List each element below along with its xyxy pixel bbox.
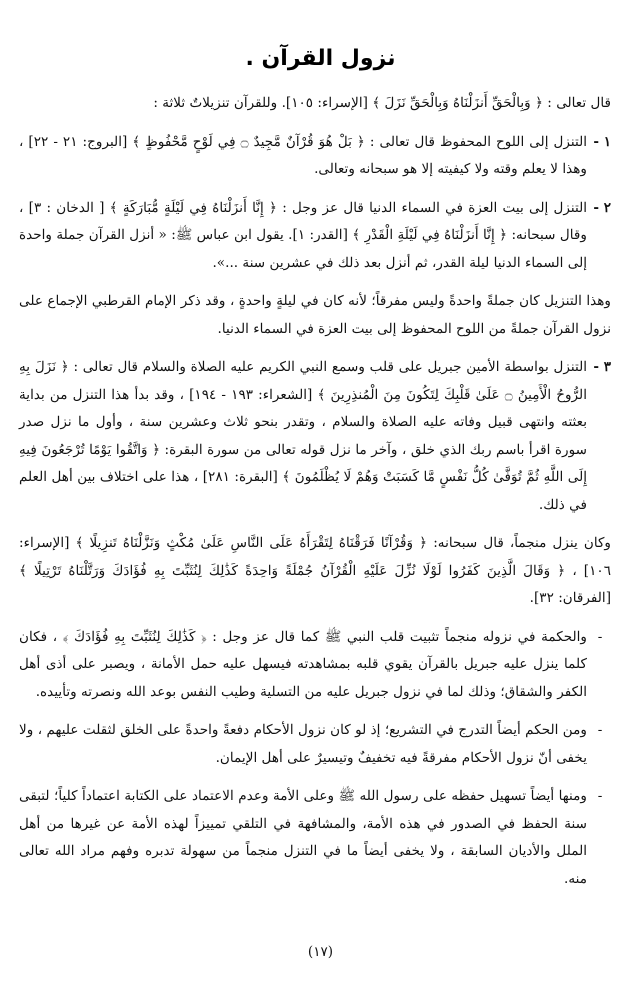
item-text: التنزل إلى اللوح المحفوظ قال تعالى : ﴿ بَلْ هُوَ قُرْآنٌ مَّجِيدٌ ۝ فِي لَوْحٍ مَّحْفُوظٍ ﴾ [البروج: ٢١ - ٢٢] ، وهذا لا يعلم وقته ولا كيفيته إلا هو سبحانه وتعالى. xyxy=(19,133,587,177)
list-item-1 xyxy=(19,129,611,184)
paragraph-after-item-3: وكان ينزل منجماً، قال سبحانه: ﴿ وَقُرْآنًا فَرَقْنَاهُ لِتَقْرَأَهُ عَلَى النَّاسِ عَلَىٰ مُكْثٍ وَنَزَّلْنَاهُ تَنزِيلًا ﴾ [الإسراء: ١٠٦] ، ﴿ وَقَالَ الَّذِينَ كَفَرُوا لَوْلَا نُزِّلَ عَلَيْهِ الْقُرْآنُ جُمْلَةً وَاحِدَةً كَذَٰلِكَ لِنُثَبِّتَ بِهِ فُؤَادَكَ وَرَتَّلْنَاهُ تَرْتِيلًا ﴾ [الفرقان: ٣٢]. xyxy=(19,535,611,606)
bullet-dash: - xyxy=(597,722,603,738)
bullet-item-3 xyxy=(19,783,611,893)
item-number: ٣ - xyxy=(593,359,611,375)
bullet-dash: - xyxy=(597,788,603,804)
bullet-text: والحكمة في نزوله منجماً تثبيت قلب النبي ﷺ كما قال عز وجل : ﴿ كَذَٰلِكَ لِنُثَبِّتَ بِهِ فُؤَادَكَ ﴾ ، فكان كلما ينزل عليه جبريل بالقرآن يقوي قلبه بمشاهدته فيسهل عليه حمل الأمانة ، ويصبر على أذى أهل الكفر والشقاق؛ وذلك لما في نزول جبريل عليه من التسلية وطيب النفس بوعد الله ونصرته وتأييده. xyxy=(19,628,587,700)
intro-paragraph: قال تعالى : ﴿ وَبِالْحَقِّ أَنزَلْنَاهُ وَبِالْحَقِّ نَزَلَ ﴾ [الإسراء: ١٠٥]. وللقرآن تنزيلاتٌ ثلاثة : xyxy=(153,95,611,111)
bullet-item-1 xyxy=(19,624,611,707)
main-content xyxy=(19,90,611,904)
page-title: نزول القرآن . xyxy=(245,46,396,71)
item-number: ٢ - xyxy=(593,199,611,216)
bullet-text: ومن الحكم أيضاً التدرج في التشريع؛ إذ لو كان نزول الأحكام دفعةً واحدةً على الخلق لثقلت عليهم ، ولا يخفى أنّ نزول الأحكام مفرقةً فيه تخفيفٌ وتيسيرٌ على أهل الإيمان. xyxy=(19,722,587,766)
item-number: ١ - xyxy=(593,133,611,150)
bullet-dash: - xyxy=(597,628,603,645)
page-number: (١٧) xyxy=(307,944,334,960)
bullet-text: ومنها أيضاً تسهيل حفظه على رسول الله ﷺ وعلى الأمة وعدم الاعتماد على الكتابة اعتماداً كلياً؛ لتبقى سنة الحفظ في الصدور في هذه الأمة، والمشافهة في التلقي تمييزاً لهذه الأمة عن غيرها من أهل الملل والأديان السابقة ، ولا يخفى أيضاً ما في التنزل منجماً من سهولة تدبره وفهم مراد الله تعالى منه. xyxy=(19,788,587,887)
item-text: التنزل إلى بيت العزة في السماء الدنيا قال عز وجل : ﴿ إِنَّا أَنزَلْنَاهُ فِي لَيْلَةٍ مُّبَارَكَةٍ ﴾ [ الدخان : ٣] ، وقال سبحانه: ﴿ إِنَّا أَنزَلْنَاهُ فِي لَيْلَةِ الْقَدْرِ ﴾ [القدر: ١]. يقول ابن عباس ﷺ: « أنزل القرآن جملة واحدة إلى السماء الدنيا ليلة القدر، ثم أنزل بعد ذلك في عشرين سنة ...». xyxy=(19,199,587,271)
bullet-item-2 xyxy=(19,717,611,772)
item-text: التنزل بواسطة الأمين جبريل على قلب وسمع النبي الكريم عليه الصلاة والسلام قال تعالى : ﴿ نَزَلَ بِهِ الرُّوحُ الْأَمِينُ ۝ عَلَىٰ قَلْبِكَ لِتَكُونَ مِنَ الْمُنذِرِينَ ﴾ [الشعراء: ١٩٣ - ١٩٤] ، وقد بدأ هذا التنزل من بداية بعثته وانتهى قبيل وفاته عليه الصلاة والسلام ، وتقدر بنحو ثلاث وعشرين سنة ، وأول ما نزل صدر سورة اقرأ باسم ربك الذي خلق ، وآخر ما نزل قوله تعالى من سورة البقرة: ﴿ وَاتَّقُوا يَوْمًا تُرْجَعُونَ فِيهِ إِلَى اللَّهِ ثُمَّ تُوَفَّىٰ كُلُّ نَفْسٍ مَّا كَسَبَتْ وَهُمْ لَا يُظْلَمُونَ ﴾ [البقرة: ٢٨١] ، هذا على اختلاف بين أهل العلم في ذلك. xyxy=(19,359,587,513)
list-item-2 xyxy=(19,195,611,278)
list-item-3 xyxy=(19,354,611,519)
paragraph-after-item-2: وهذا التنزيل كان جملةً واحدةً وليس مفرقاً؛ لأنه كان في ليلةٍ واحدةٍ ، وقد ذكر الإمام القرطبي الإجماع على نزول القرآن جملةً من اللوح المحفوظ إلى بيت العزة في السماء الدنيا. xyxy=(19,293,611,337)
